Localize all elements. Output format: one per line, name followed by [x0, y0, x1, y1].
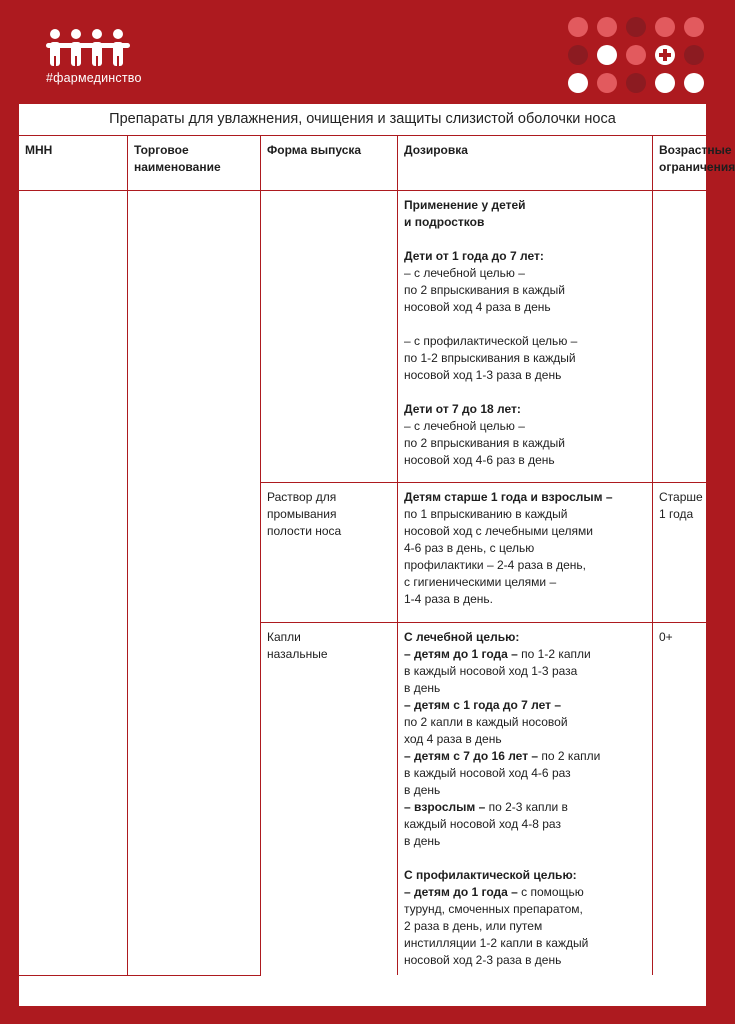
form-line: полости носа	[267, 524, 342, 538]
medical-cross-icon	[655, 45, 675, 65]
dosage-line: профилактики – 2-4 раза в день,	[404, 558, 586, 572]
dot	[684, 73, 704, 93]
dosage-line: носовой ход 2-3 раза в день	[404, 953, 562, 967]
dosage-heading: и подростков	[404, 215, 485, 229]
people-group-icon	[46, 28, 130, 68]
decorative-dot-grid	[568, 17, 704, 93]
dosage-line	[404, 646, 646, 663]
cell-age: Старше 1 года	[653, 483, 707, 623]
dosage-line: – с лечебной целью –	[404, 266, 525, 280]
col-header-trade-name: Торговое наименование	[128, 136, 261, 191]
cell-trade-name	[128, 191, 261, 976]
table-header-row	[19, 136, 706, 191]
dosage-bold: – детям с 1 года до 7 лет –	[404, 698, 562, 712]
dot	[597, 45, 617, 65]
dosage-text: по 2 капли	[538, 749, 601, 763]
dot	[626, 45, 646, 65]
dosage-line: по 2 впрыскивания в каждый	[404, 436, 565, 450]
col-header-dosage: Дозировка	[398, 136, 653, 191]
dosage-line: в день	[404, 834, 441, 848]
dosage-line: – с лечебной целью –	[404, 419, 525, 433]
dosage-line: по 1-2 впрыскивания в каждый	[404, 351, 576, 365]
dot	[626, 17, 646, 37]
dot	[655, 17, 675, 37]
table-title: Препараты для увлажнения, очищения и защиты слизистой оболочки носа	[19, 104, 706, 136]
dosage-line: носовой ход 1-3 раза в день	[404, 368, 562, 382]
dosage-line: носовой ход 4-6 раз в день	[404, 453, 555, 467]
form-line: Раствор для	[267, 490, 337, 504]
dosage-bold: – детям с 7 до 16 лет –	[404, 749, 539, 763]
dosage-line: – с профилактической целью –	[404, 334, 578, 348]
brand-hashtag: #фармединство	[46, 71, 142, 85]
dosage-bold: – взрослым –	[404, 800, 486, 814]
cell-form	[261, 623, 398, 976]
dosage-line: 2 раза в день, или путем	[404, 919, 543, 933]
dot	[597, 73, 617, 93]
col-header-age: Возрастные ограничения	[653, 136, 707, 191]
cell-dosage	[398, 191, 653, 483]
dosage-text: по 2-3 капли в	[485, 800, 568, 814]
dosage-group-title: Дети от 1 года до 7 лет:	[404, 249, 544, 263]
document-sheet	[19, 104, 735, 1006]
dosage-line: в день	[404, 681, 441, 695]
dot	[568, 73, 588, 93]
cell-age	[653, 191, 707, 483]
dosage-line: каждый носовой ход 4-8 раз	[404, 817, 561, 831]
dosage-group-title: Детям старше 1 года и взрослым –	[404, 490, 613, 504]
dosage-line	[404, 748, 646, 765]
dot	[568, 17, 588, 37]
dosage-line	[404, 799, 646, 816]
cell-dosage	[398, 623, 653, 976]
dosage-line: в каждый носовой ход 1-3 раза	[404, 664, 578, 678]
brand-logo	[46, 28, 176, 85]
dosage-line: 1-4 раза в день.	[404, 592, 493, 606]
dosage-bold: – детям до 1 года –	[404, 647, 518, 661]
dot	[597, 17, 617, 37]
dot	[568, 45, 588, 65]
dot	[684, 45, 704, 65]
cell-age: 0+	[653, 623, 707, 976]
dosage-group-title: С лечебной целью:	[404, 630, 520, 644]
col-header-form: Форма выпуска	[261, 136, 398, 191]
form-line: Капли	[267, 630, 301, 644]
dosage-group-title: С профилактической целью:	[404, 868, 577, 882]
dot	[655, 73, 675, 93]
dosage-line: в каждый носовой ход 4-6 раз	[404, 766, 571, 780]
dosage-line: 4-6 раз в день, с целью	[404, 541, 535, 555]
form-line: промывания	[267, 507, 337, 521]
table-row	[19, 191, 706, 483]
dosage-bold: – детям до 1 года –	[404, 885, 518, 899]
dosage-text: с помощью	[517, 885, 584, 899]
dosage-line: по 2 капли в каждый носовой	[404, 715, 568, 729]
dosage-line: в день	[404, 783, 441, 797]
dosage-line	[404, 884, 646, 901]
dosage-line: носовой ход 4 раза в день	[404, 300, 551, 314]
dosage-line: носовой ход с лечебными целями	[404, 524, 593, 538]
form-line: назальные	[267, 647, 328, 661]
dosage-heading: Применение у детей	[404, 198, 526, 212]
dosage-line: по 2 впрыскивания в каждый	[404, 283, 565, 297]
dosage-line: с гигиеническими целями –	[404, 575, 557, 589]
dosage-group-title: Дети от 7 до 18 лет:	[404, 402, 521, 416]
cell-form	[261, 483, 398, 623]
dot	[684, 17, 704, 37]
dosage-line: по 1 впрыскиванию в каждый	[404, 507, 568, 521]
cell-mnn	[19, 191, 128, 976]
dosage-line: ход 4 раза в день	[404, 732, 502, 746]
cell-form	[261, 191, 398, 483]
dot	[626, 73, 646, 93]
col-header-mnn: МНН	[19, 136, 128, 191]
dosage-line: инстилляции 1-2 капли в каждый	[404, 936, 589, 950]
cell-dosage	[398, 483, 653, 623]
dosage-text: по 1-2 капли	[517, 647, 591, 661]
drug-table	[19, 136, 735, 976]
dosage-line: турунд, смоченных препаратом,	[404, 902, 583, 916]
